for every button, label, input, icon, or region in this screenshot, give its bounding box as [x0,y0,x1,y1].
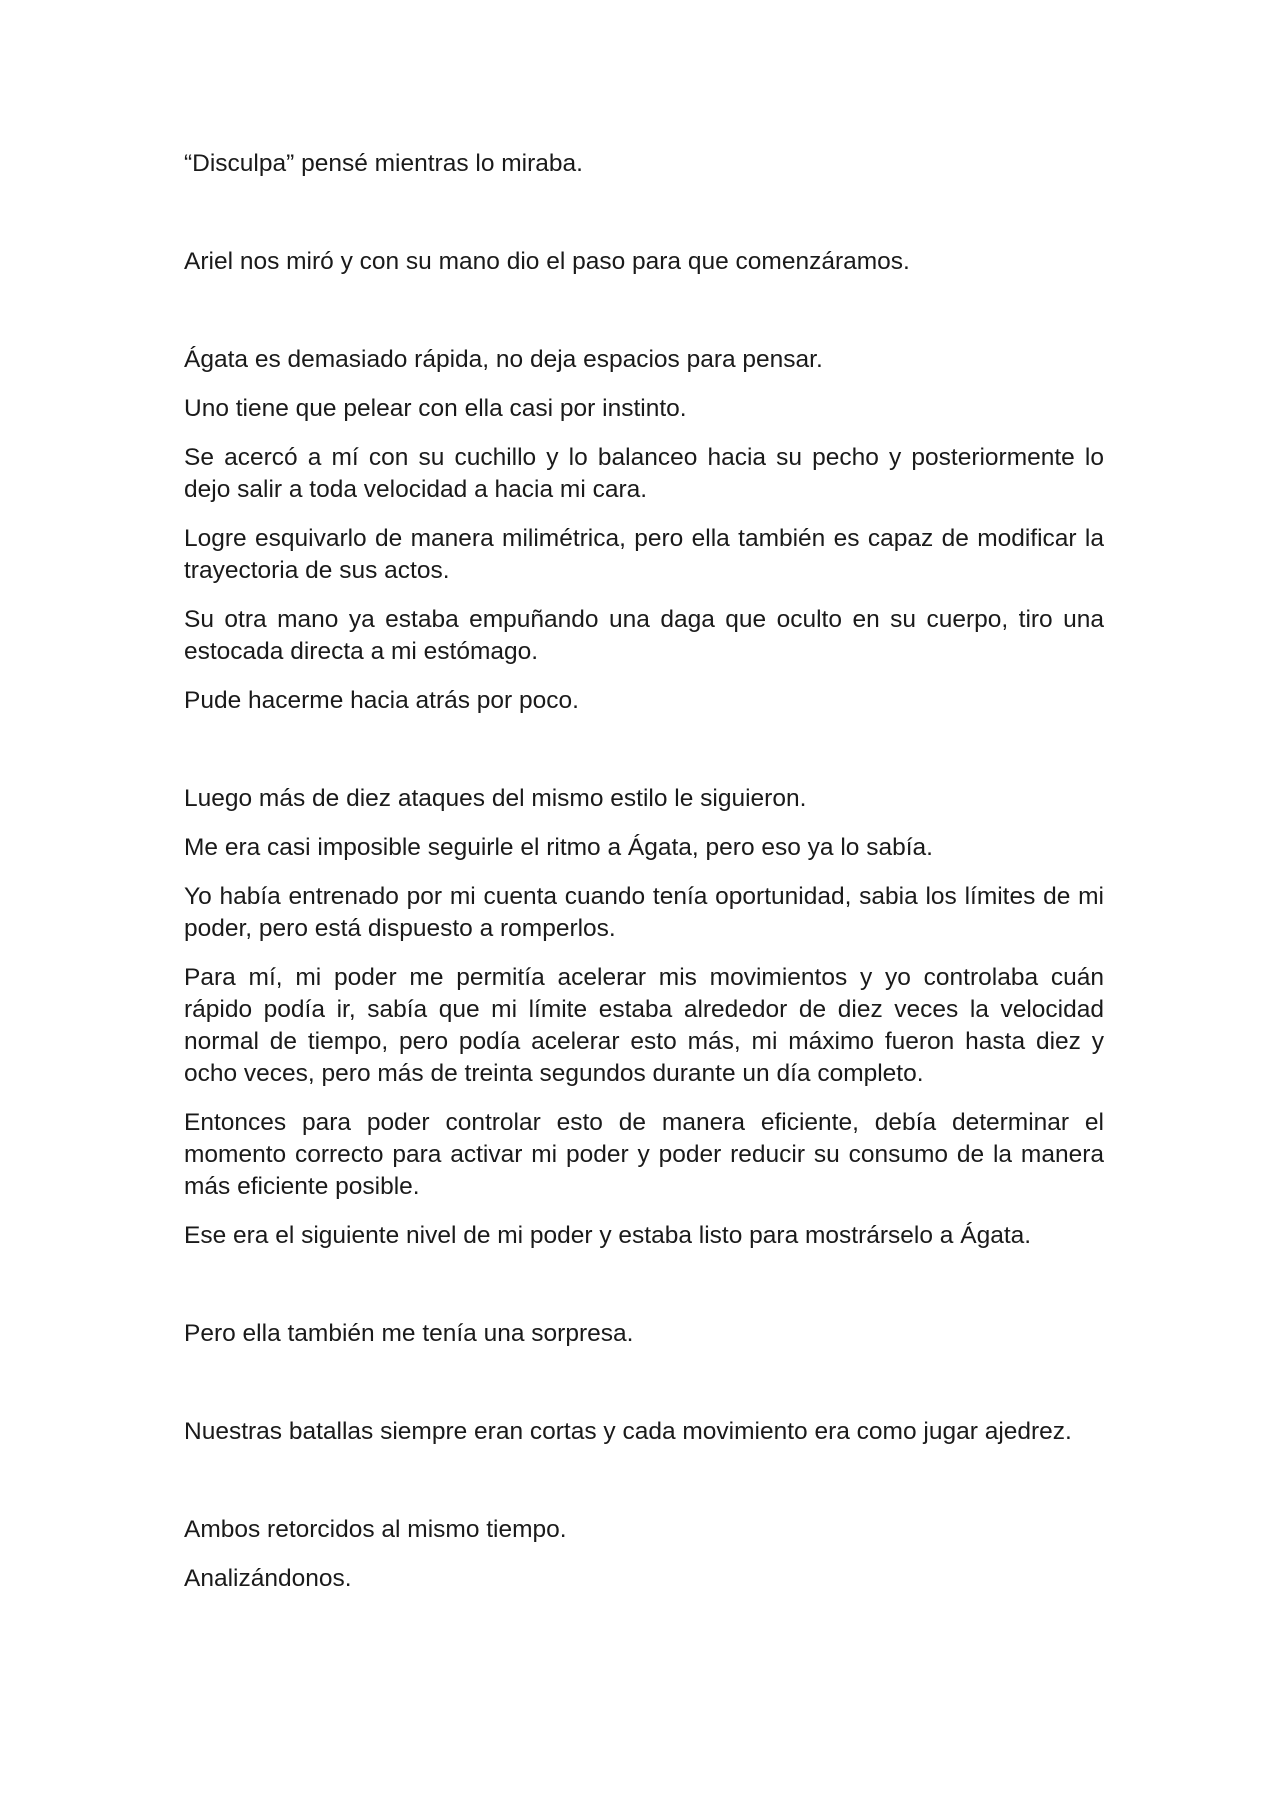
paragraph: Su otra mano ya estaba empuñando una daga que oculto en su cuerpo, tiro una estocada directa a mi estómago. [184,606,1104,665]
paragraph: Se acercó a mí con su cuchillo y lo balanceo hacia su pecho y posteriormente lo dejo salir a toda velocidad a hacia mi cara. [184,444,1104,503]
paragraph-gap [184,295,1104,344]
paragraph: Pero ella también me tenía una sorpresa. [184,1320,634,1347]
paragraph: Uno tiene que pelear con ella casi por instinto. [184,395,687,422]
paragraph-gap [184,734,1104,783]
paragraph: Ágata es demasiado rápida, no deja espacios para pensar. [184,346,823,373]
document-body [184,148,1104,1612]
paragraph: Analizándonos. [184,1565,352,1592]
paragraph: Ambos retorcidos al mismo tiempo. [184,1516,567,1543]
paragraph-gap [184,197,1104,246]
paragraph: Entonces para poder controlar esto de manera eficiente, debía determinar el momento correcto para activar mi poder y poder reducir su consumo de la manera más eficiente posible. [184,1109,1104,1200]
paragraph-gap [184,1465,1104,1514]
paragraph: Luego más de diez ataques del mismo estilo le siguieron. [184,785,807,812]
paragraph: Me era casi imposible seguirle el ritmo a Ágata, pero eso ya lo sabía. [184,834,933,861]
paragraph-gap [184,1269,1104,1318]
paragraph: Yo había entrenado por mi cuenta cuando tenía oportunidad, sabia los límites de mi poder, pero está dispuesto a romperlos. [184,883,1104,942]
paragraph-gap [184,1367,1104,1416]
paragraph: Logre esquivarlo de manera milimétrica, pero ella también es capaz de modificar la trayectoria de sus actos. [184,525,1104,584]
paragraph: Ariel nos miró y con su mano dio el paso para que comenzáramos. [184,248,910,275]
paragraph: Para mí, mi poder me permitía acelerar mis movimientos y yo controlaba cuán rápido podía ir, sabía que mi límite estaba alrededor de diez veces la velocidad normal de tiempo, pero podía acelerar esto más, mi máximo fueron hasta diez y ocho veces, pero más de treinta segundos durante un día completo. [184,964,1104,1087]
paragraph: Ese era el siguiente nivel de mi poder y estaba listo para mostrárselo a Ágata. [184,1222,1032,1249]
paragraph: “Disculpa” pensé mientras lo miraba. [184,150,583,177]
paragraph: Nuestras batallas siempre eran cortas y cada movimiento era como jugar ajedrez. [184,1418,1072,1445]
paragraph: Pude hacerme hacia atrás por poco. [184,687,579,714]
